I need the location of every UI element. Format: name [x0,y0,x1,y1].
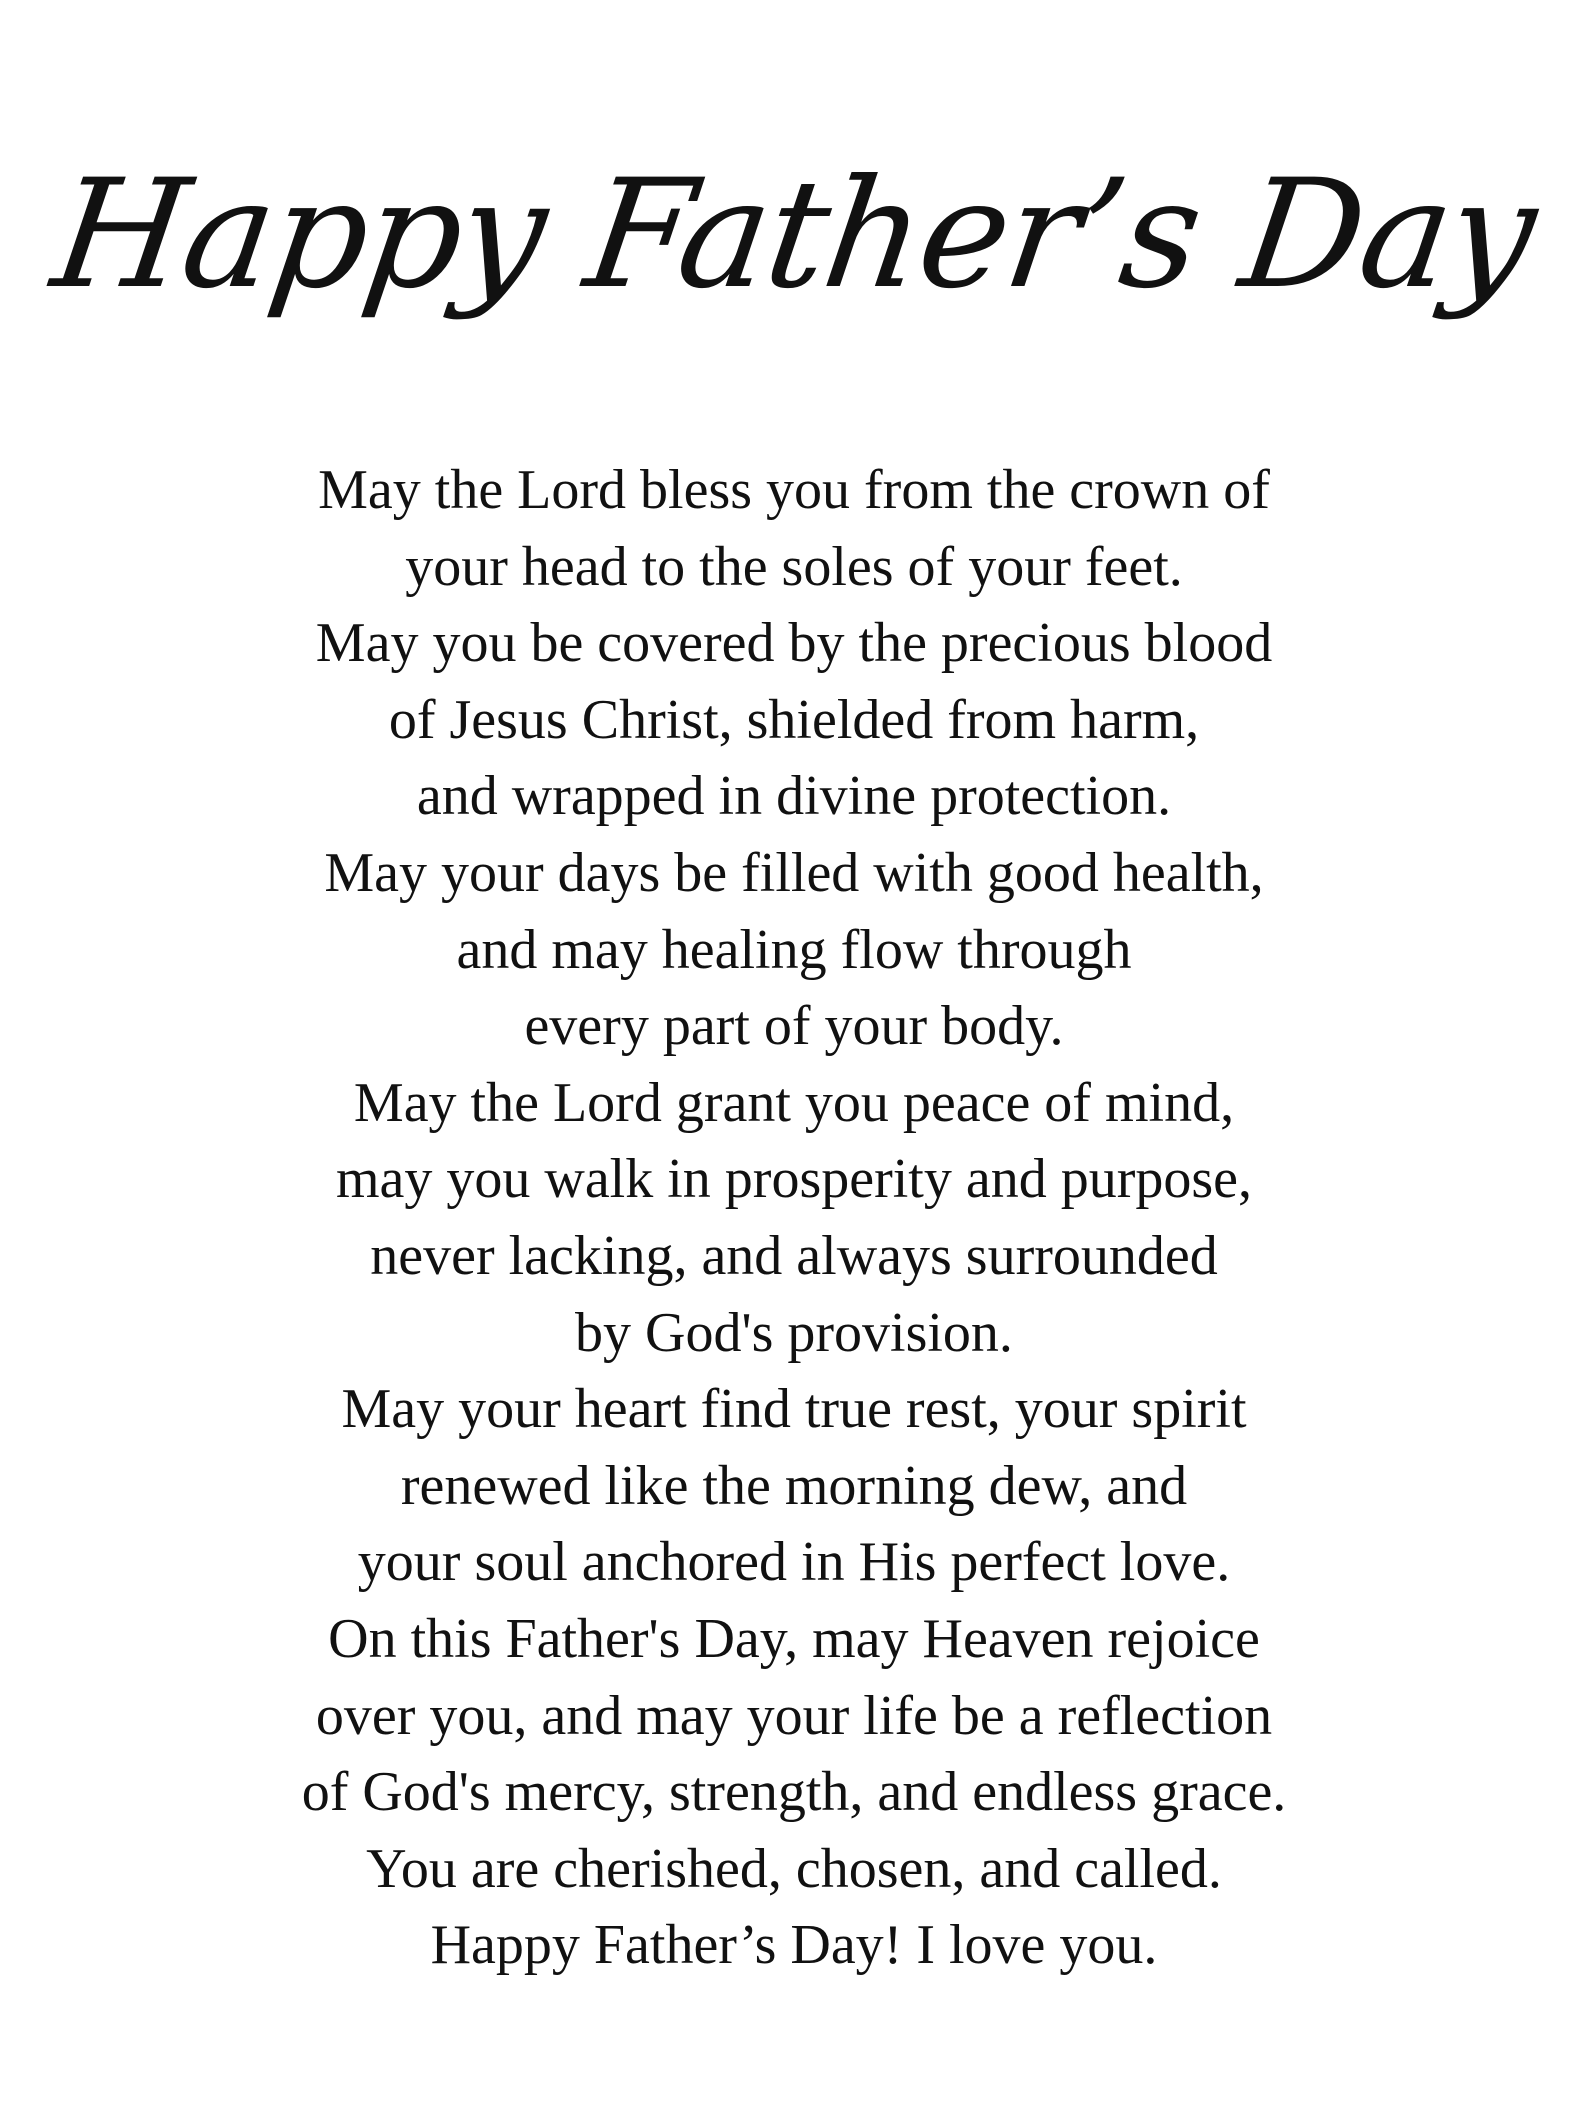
poem-line: by God's provision. [575,1301,1013,1364]
poem-line: renewed like the morning dew, and [400,1454,1188,1517]
poem-line: over you, and may your life be a reflection [315,1684,1273,1747]
poem-line: On this Father's Day, may Heaven rejoice [328,1607,1260,1670]
poem-line: of Jesus Christ, shielded from harm, [388,688,1200,751]
poem-line: and wrapped in divine protection. [416,765,1172,828]
poem-line: You are cherished, chosen, and called. [366,1837,1222,1900]
poem-line: May the Lord bless you from the crown of [318,459,1270,521]
poem-line: May your days be filled with good health, [324,841,1264,904]
poem-line: and may healing flow through [456,918,1132,981]
card-title: Happy Father’s Day [43,148,1545,322]
poem-line: may you walk in prosperity and purpose, [335,1148,1253,1211]
poem-line: of God's mercy, strength, and endless grace. [301,1761,1287,1824]
poem-line: May the Lord grant you peace of mind, [353,1071,1235,1134]
poem-line: your head to the soles of your feet. [405,535,1183,598]
poem-line: every part of your body. [524,995,1064,1058]
poem-line: May you be covered by the precious blood [315,612,1273,675]
poem-line: your soul anchored in His perfect love. [357,1531,1231,1594]
poem-line: never lacking, and always surrounded [370,1224,1218,1287]
poem-body [0,452,1588,1984]
poem-line: Happy Father’s Day! I love you. [430,1914,1158,1977]
poem-line: May your heart find true rest, your spirit [341,1378,1247,1441]
